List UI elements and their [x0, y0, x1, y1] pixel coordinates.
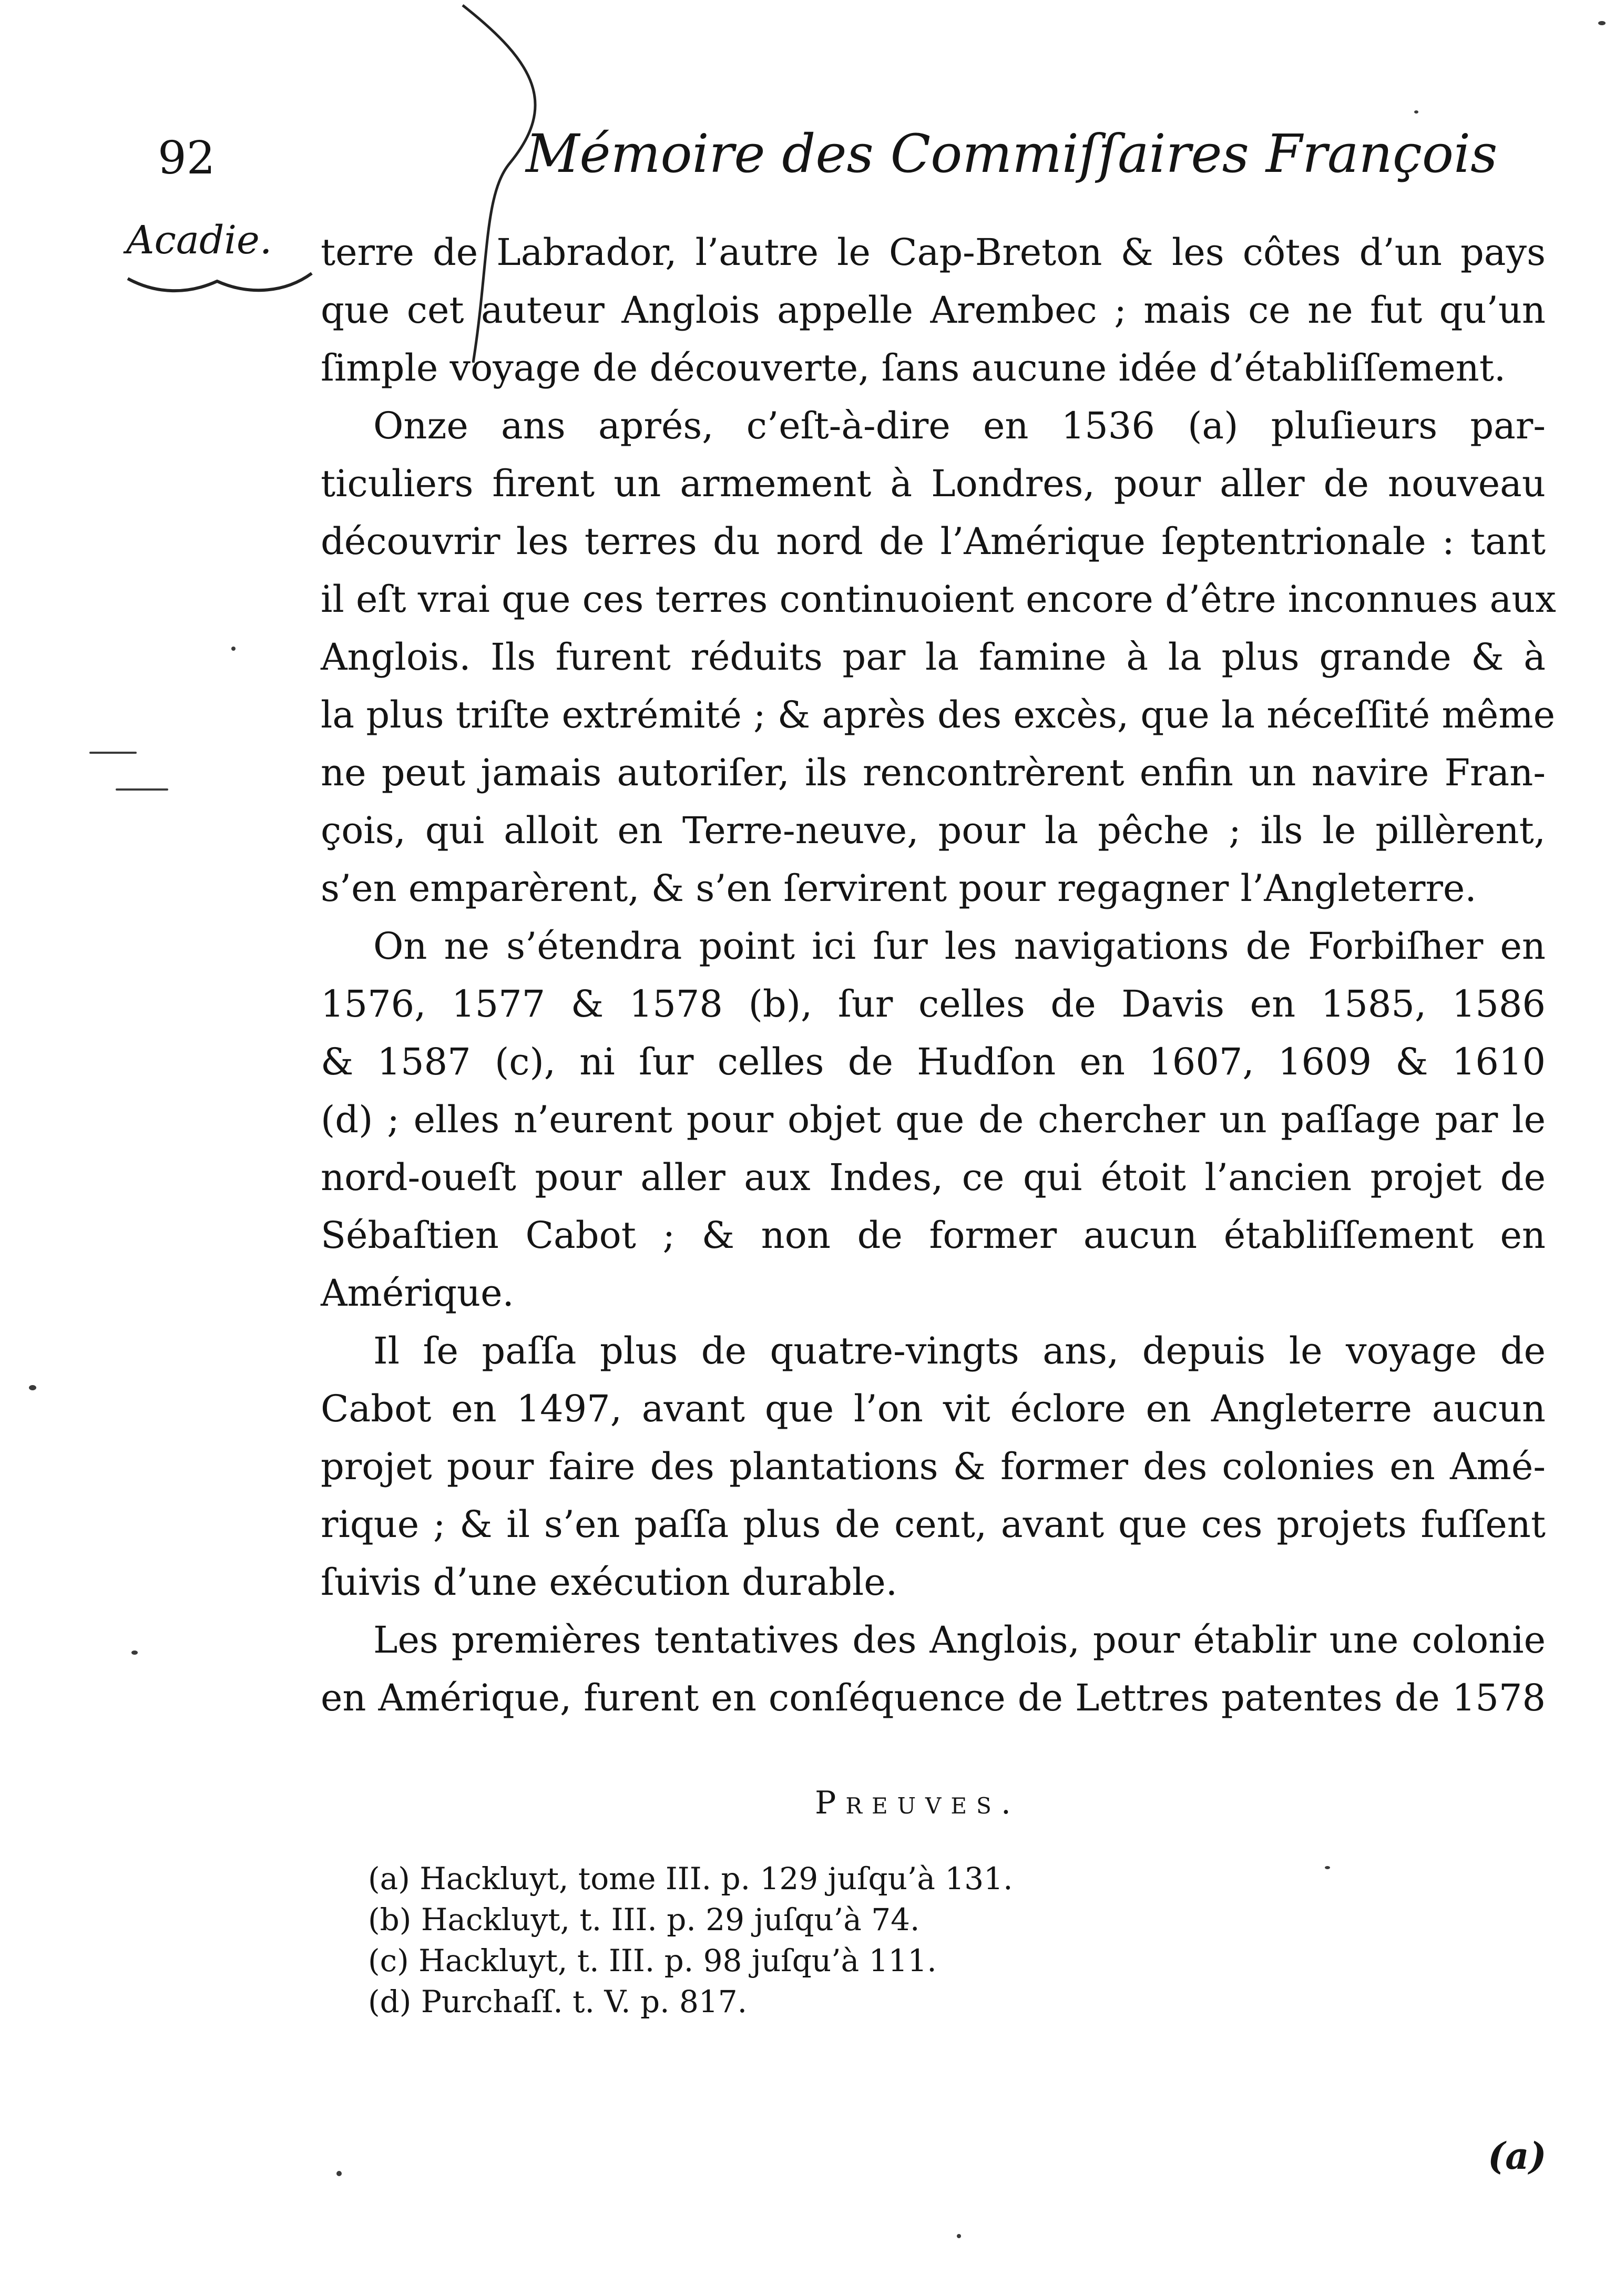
text-line: nord-oueſt pour aller aux Indes, ce qui étoit l’ancien projet de — [321, 1156, 1546, 1199]
text-line: la plus triſte extrémité ; & après des excès, que la néceſſité même — [321, 693, 1556, 736]
text-line: s’en emparèrent, & s’en ſervirent pour regagner l’Angleterre. — [321, 867, 1477, 910]
margin-brace-mark — [125, 268, 314, 300]
text-line: ticuliers firent un armement à Londres, pour aller de nouveau — [321, 462, 1546, 505]
text-line: Anglois. Ils furent réduits par la famine à la plus grande & à — [321, 636, 1546, 679]
scan-speck — [231, 647, 236, 651]
footnote: (a) Hackluyt, tome III. p. 129 juſqu’à 131. — [368, 1861, 1013, 1897]
preuves-heading: Preuves. — [815, 1785, 1020, 1821]
running-head: Mémoire des Commiſſaires François — [526, 123, 1498, 184]
text-line: On ne s’étendra point ici ſur les navigations de Forbiſher en — [373, 925, 1546, 968]
scan-speck — [89, 752, 137, 754]
text-line: en Amérique, furent en conſéquence de Lettres patentes de 1578 — [321, 1676, 1546, 1719]
text-line: il eſt vrai que ces terres continuoient encore d’être inconnues aux — [321, 578, 1556, 621]
text-line: Il ſe paſſa plus de quatre-vingts ans, depuis le voyage de — [373, 1329, 1546, 1372]
footnotes — [368, 1858, 1157, 2022]
text-line: terre de Labrador, l’autre le Cap-Breton & les côtes d’un pays — [321, 231, 1546, 274]
scan-speck — [116, 788, 168, 791]
scan-speck — [957, 2234, 961, 2238]
text-line: Cabot en 1497, avant que l’on vit éclore en Angleterre aucun — [321, 1387, 1546, 1430]
scan-speck — [1325, 1866, 1330, 1869]
scan-speck — [1414, 110, 1418, 114]
body-text — [321, 223, 1556, 1727]
text-line: Onze ans aprés, c’eſt-à-dire en 1536 (a) pluſieurs par- — [373, 404, 1546, 447]
text-line: Amérique. — [321, 1272, 514, 1315]
footnote: (d) Purchaſſ. t. V. p. 817. — [368, 1984, 748, 2020]
text-line: ſuivis d’une exécution durable. — [321, 1561, 897, 1604]
text-line: que cet auteur Anglois appelle Arembec ; mais ce ne fut qu’un — [321, 289, 1546, 332]
text-line: rique ; & il s’en paſſa plus de cent, avant que ces projets fuſſent — [321, 1503, 1546, 1546]
margin-note: Acadie. — [126, 218, 272, 263]
text-line: 1576, 1577 & 1578 (b), ſur celles de Davis en 1585, 1586 — [321, 982, 1546, 1026]
signature-mark: (a) — [1488, 2134, 1547, 2178]
footnote: (b) Hackluyt, t. III. p. 29 juſqu’à 74. — [368, 1902, 920, 1938]
text-line: (d) ; elles n’eurent pour objet que de chercher un paſſage par le — [321, 1098, 1546, 1141]
text-line: ne peut jamais autoriſer, ils rencontrèrent enfin un navire Fran- — [321, 751, 1546, 794]
text-line: ſimple voyage de découverte, ſans aucune idée d’établiſſement. — [321, 346, 1506, 390]
text-line: Sébaſtien Cabot ; & non de former aucun établiſſement en — [321, 1214, 1546, 1257]
text-line: Les premières tentatives des Anglois, pour établir une colonie — [373, 1618, 1546, 1662]
text-line: çois, qui alloit en Terre-neuve, pour la pêche ; ils le pillèrent, — [321, 809, 1546, 852]
text-line: découvrir les terres du nord de l’Amérique ſeptentrionale : tant — [321, 520, 1546, 563]
footnote: (c) Hackluyt, t. III. p. 98 juſqu’à 111. — [368, 1943, 937, 1979]
scan-speck — [336, 2171, 342, 2176]
scan-speck — [29, 1385, 36, 1390]
scan-speck — [131, 1651, 138, 1655]
text-line: & 1587 (c), ni ſur celles de Hudſon en 1607, 1609 & 1610 — [321, 1040, 1546, 1083]
scan-speck — [1598, 21, 1606, 25]
page-number: 92 — [158, 132, 216, 184]
text-line: projet pour faire des plantations & former des colonies en Amé- — [321, 1445, 1546, 1488]
